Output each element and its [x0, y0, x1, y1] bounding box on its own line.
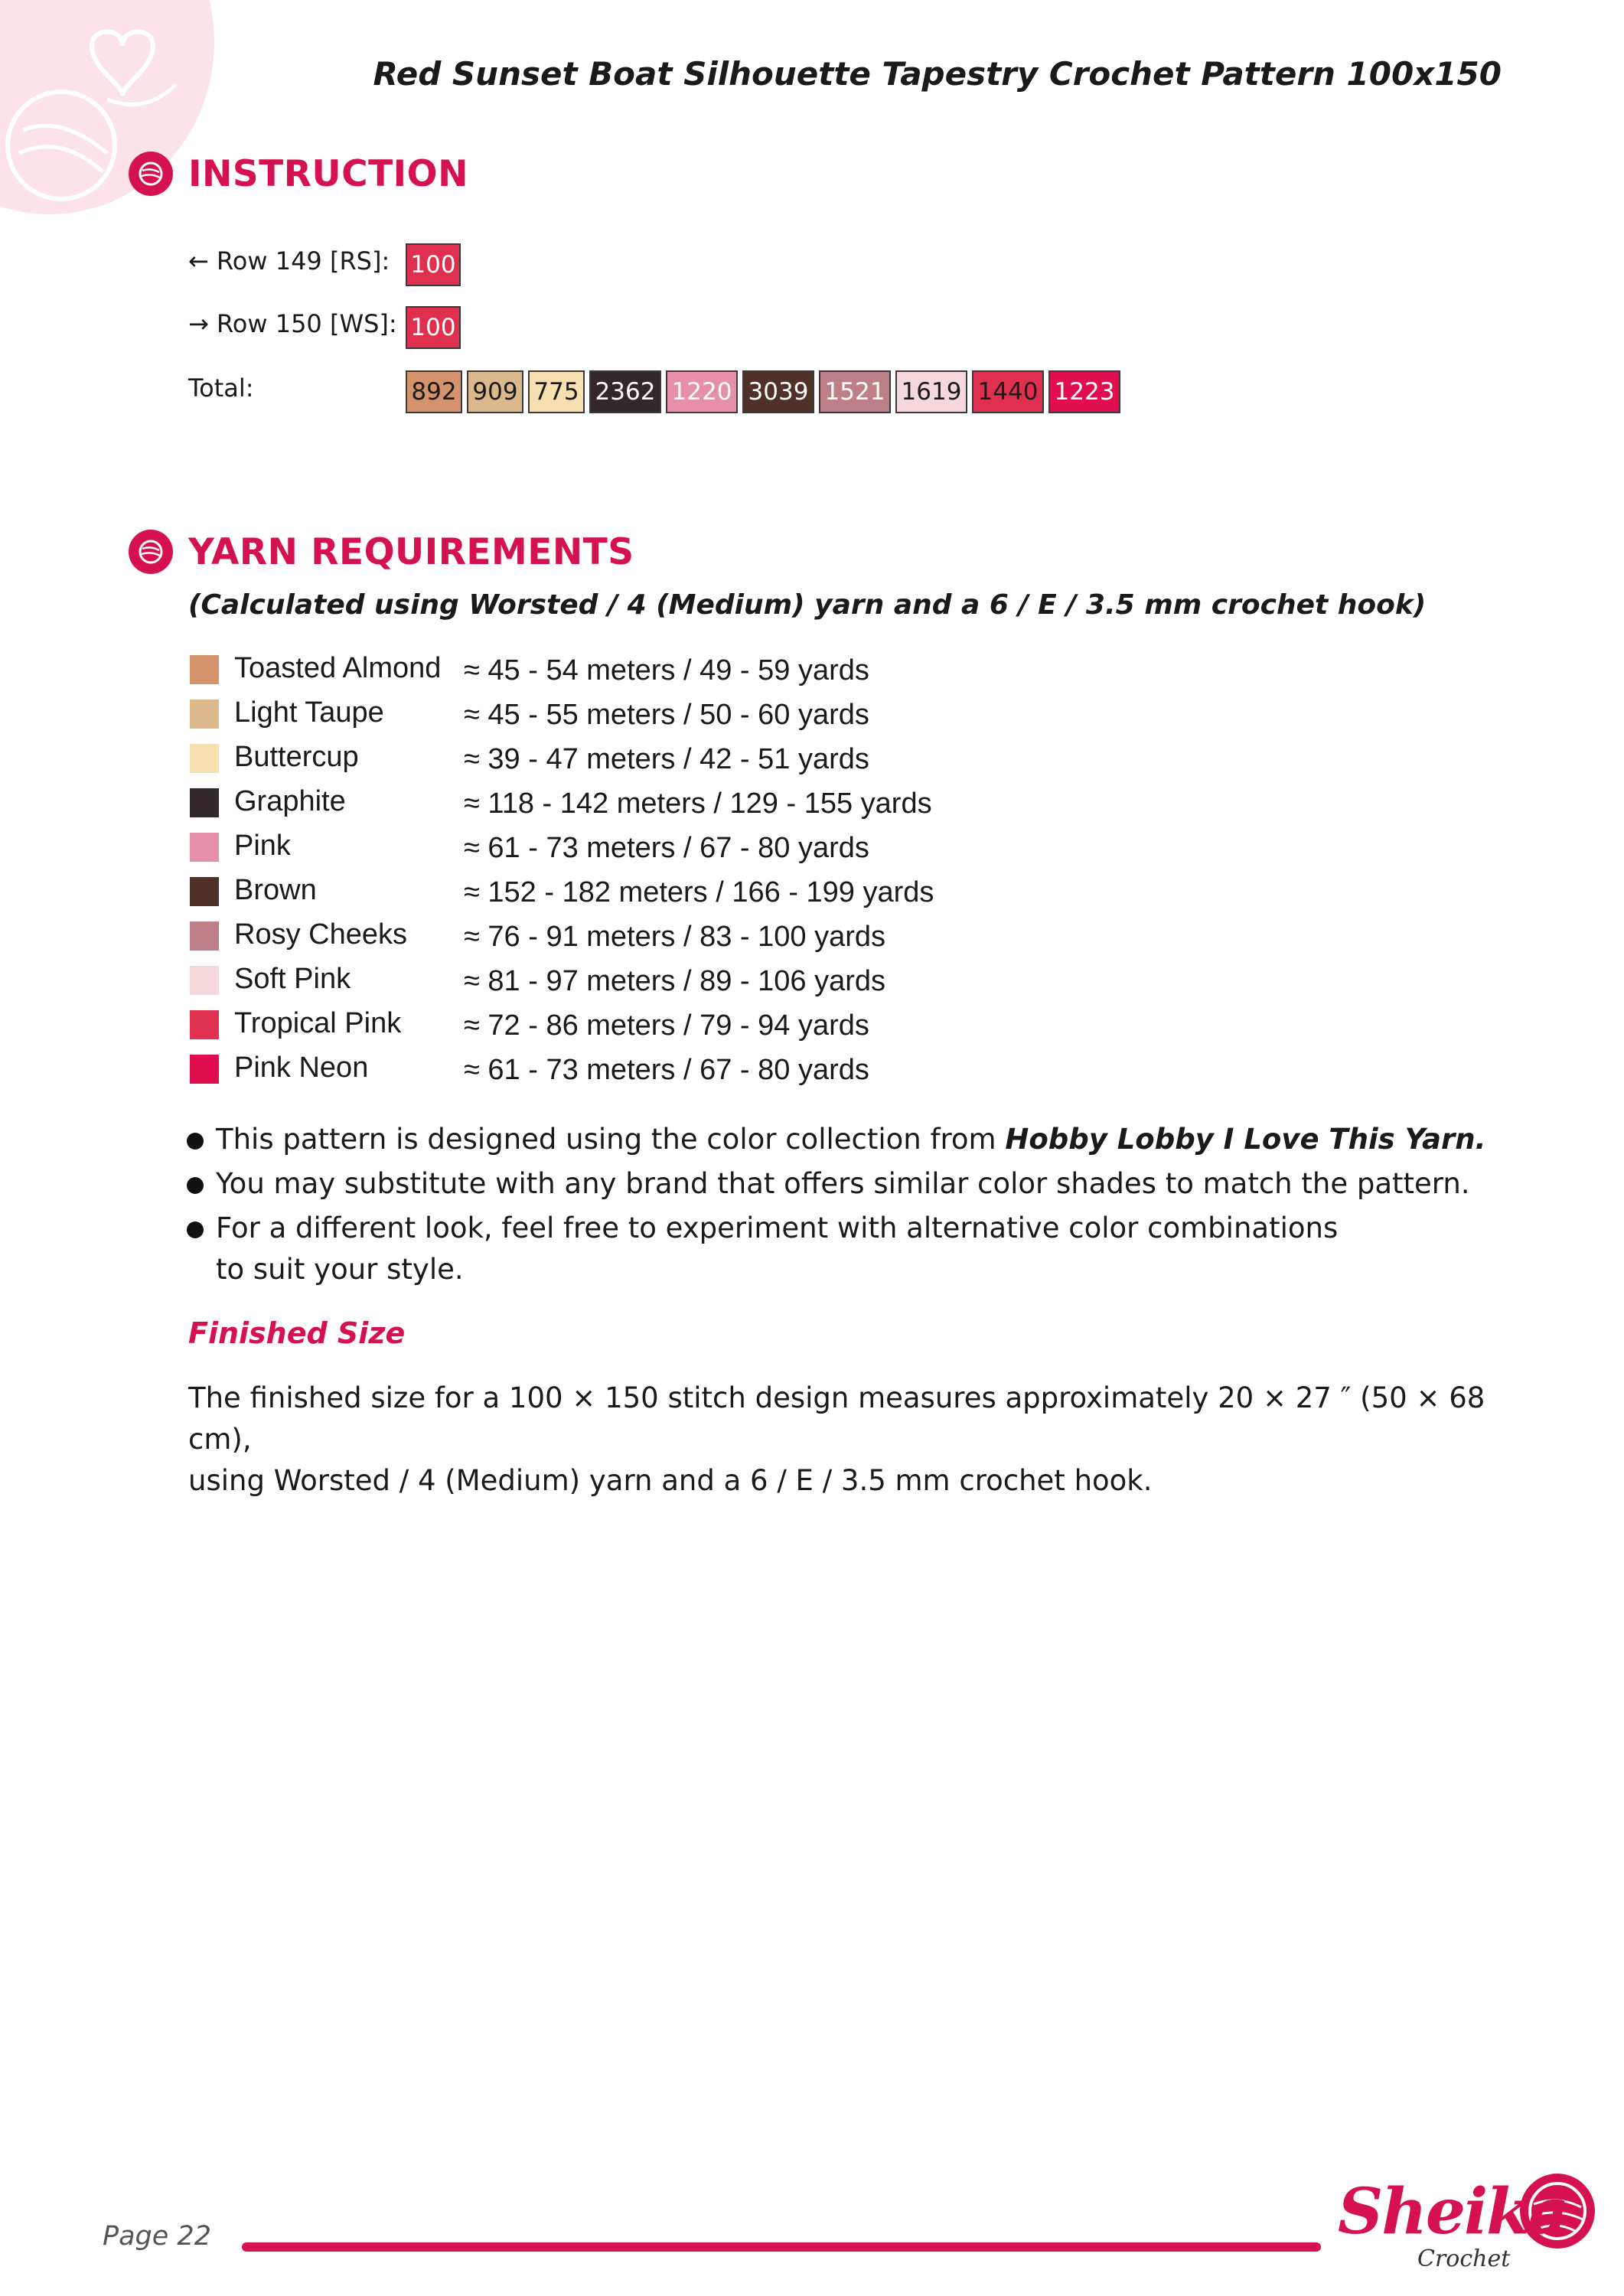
- list-item: [190, 1006, 1108, 1044]
- finished-size-text: [188, 1378, 1535, 1502]
- list-item: [182, 1119, 1529, 1160]
- note-text: You may substitute with any brand that offers similar color shades to match the pattern.: [216, 1167, 1470, 1200]
- color-swatch: [190, 744, 219, 773]
- yarn-name: Buttercup: [234, 741, 359, 773]
- list-item: [190, 872, 1108, 911]
- document-title: Red Sunset Boat Silhouette Tapestry Crochet Pattern 100x150: [373, 55, 1502, 93]
- instruction-heading: [129, 152, 468, 196]
- color-swatch: [190, 1055, 219, 1084]
- total-cell: 1619: [895, 370, 967, 413]
- footer-divider: [242, 2242, 1321, 2252]
- logo-subtitle: Crochet: [1417, 2245, 1511, 2272]
- total-cell: 1223: [1048, 370, 1120, 413]
- finished-size-line: The finished size for a 100 × 150 stitch design measures approximately 20 × 27 ″ (50 × 68 cm),: [188, 1381, 1485, 1456]
- bullet-icon: [187, 1133, 204, 1150]
- color-swatch: [190, 921, 219, 951]
- color-swatch: [190, 877, 219, 906]
- yarn-quantity: ≈ 45 - 54 meters / 49 - 59 yards: [464, 654, 869, 687]
- row-150-cells: [406, 306, 465, 349]
- list-item: [182, 1208, 1529, 1290]
- total-cell: 892: [406, 370, 462, 413]
- yarn-quantity: ≈ 61 - 73 meters / 67 - 80 yards: [464, 832, 869, 864]
- total-cell: 1521: [819, 370, 891, 413]
- list-item: [182, 1163, 1529, 1205]
- color-swatch: [190, 966, 219, 995]
- yarn-name: Graphite: [234, 785, 346, 817]
- yarn-brand-name: Hobby Lobby I Love This Yarn.: [1005, 1123, 1486, 1156]
- instruction-title: INSTRUCTION: [188, 152, 468, 195]
- logo-wordmark: Sheika: [1338, 2175, 1568, 2249]
- color-swatch: [190, 655, 219, 684]
- yarn-quantity: ≈ 39 - 47 meters / 42 - 51 yards: [464, 743, 869, 775]
- note-text: This pattern is designed using the color collection from: [216, 1123, 1006, 1156]
- total-label: Total:: [188, 373, 254, 403]
- yarn-quantity: ≈ 76 - 91 meters / 83 - 100 yards: [464, 921, 885, 953]
- finished-size-line: using Worsted / 4 (Medium) yarn and a 6 / E / 3.5 mm crochet hook.: [188, 1464, 1153, 1497]
- list-item: [190, 961, 1108, 1000]
- total-cell: 909: [467, 370, 523, 413]
- row-149-label: ← Row 149 [RS]:: [188, 246, 390, 276]
- stitch-count-cell: 100: [406, 243, 461, 286]
- list-item: [190, 695, 1108, 733]
- color-swatch: [190, 1010, 219, 1039]
- list-item: [190, 917, 1108, 955]
- yarn-name: Pink Neon: [234, 1052, 369, 1084]
- stitch-count-cell: 100: [406, 306, 461, 349]
- total-cell: 2362: [589, 370, 661, 413]
- total-cells: [406, 370, 1125, 413]
- brand-logo: [1329, 2166, 1604, 2281]
- yarn-quantity: ≈ 81 - 97 meters / 89 - 106 yards: [464, 965, 885, 997]
- yarn-quantity: ≈ 118 - 142 meters / 129 - 155 yards: [464, 788, 932, 820]
- yarn-calculation-note: (Calculated using Worsted / 4 (Medium) yarn and a 6 / E / 3.5 mm crochet hook): [188, 589, 1427, 621]
- note-text: For a different look, feel free to experiment with alternative color combinations: [216, 1212, 1339, 1244]
- yarn-name: Tropical Pink: [234, 1007, 402, 1039]
- yarn-name: Pink: [234, 830, 291, 862]
- list-item: [190, 1050, 1108, 1088]
- yarn-name: Rosy Cheeks: [234, 918, 407, 951]
- yarn-section-icon: [129, 152, 173, 196]
- row-149-cells: [406, 243, 465, 286]
- yarn-name: Brown: [234, 874, 317, 906]
- bullet-icon: [187, 1177, 204, 1194]
- page-number: Page 22: [103, 2221, 211, 2252]
- yarn-quantity: ≈ 152 - 182 meters / 166 - 199 yards: [464, 876, 934, 908]
- bullet-icon: [187, 1221, 204, 1238]
- yarn-name: Soft Pink: [234, 963, 351, 995]
- yarn-quantity: ≈ 72 - 86 meters / 79 - 94 yards: [464, 1009, 869, 1042]
- total-cell: 775: [528, 370, 585, 413]
- list-item: [190, 739, 1108, 778]
- yarn-requirements-title: YARN REQUIREMENTS: [188, 530, 634, 573]
- finished-size-heading: Finished Size: [188, 1316, 406, 1350]
- color-swatch: [190, 788, 219, 817]
- color-swatch: [190, 833, 219, 862]
- yarn-requirements-heading: [129, 530, 634, 574]
- list-item: [190, 651, 1108, 689]
- yarn-quantity: ≈ 61 - 73 meters / 67 - 80 yards: [464, 1054, 869, 1086]
- yarn-name: Toasted Almond: [234, 652, 442, 684]
- total-cell: 3039: [742, 370, 814, 413]
- yarn-section-icon: [129, 530, 173, 574]
- color-swatch: [190, 700, 219, 729]
- notes-list: [182, 1119, 1529, 1293]
- yarn-quantity: ≈ 45 - 55 meters / 50 - 60 yards: [464, 699, 869, 731]
- yarn-name: Light Taupe: [234, 696, 384, 729]
- note-text: to suit your style.: [216, 1253, 464, 1286]
- total-cell: 1220: [666, 370, 738, 413]
- row-150-label: → Row 150 [WS]:: [188, 309, 397, 338]
- list-item: [190, 784, 1108, 822]
- list-item: [190, 828, 1108, 866]
- total-cell: 1440: [972, 370, 1044, 413]
